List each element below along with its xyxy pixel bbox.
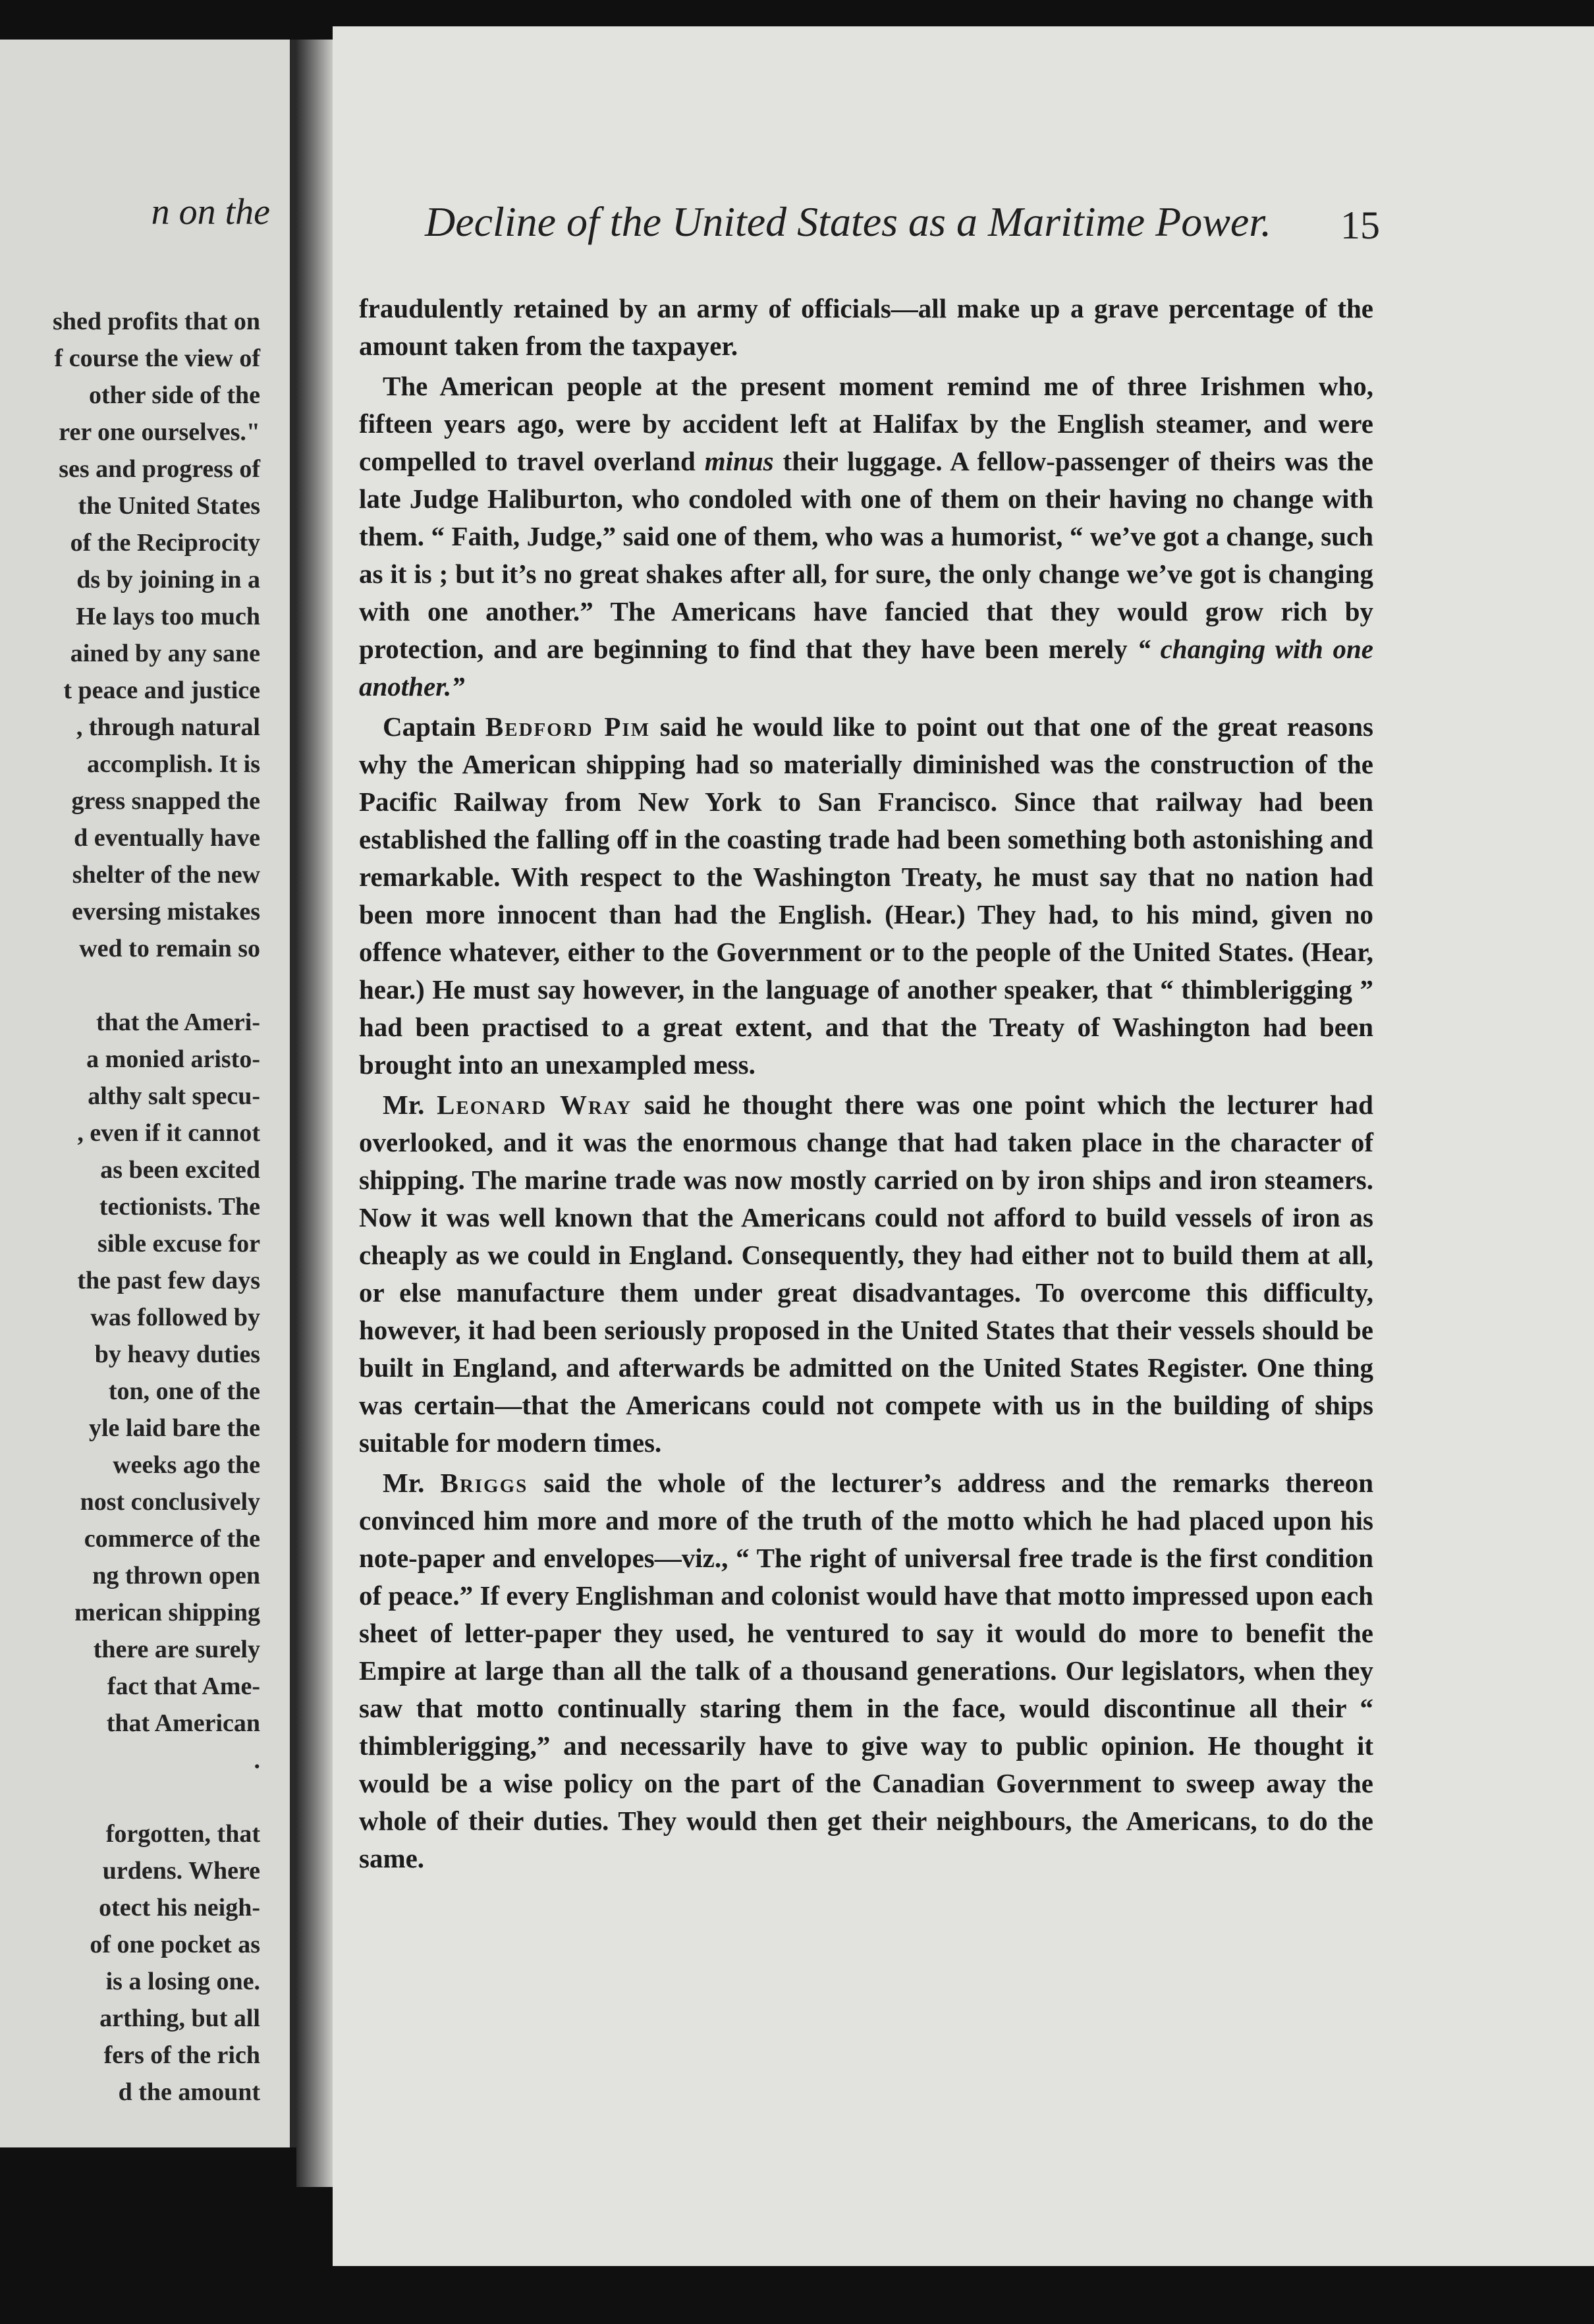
left-page-line: of one pocket as xyxy=(90,1931,260,1958)
left-page-line: eversing mistakes xyxy=(71,898,260,926)
left-page-line: shed profits that on xyxy=(53,308,260,335)
speaker-name: Briggs xyxy=(440,1468,528,1498)
left-page-line: fers of the rich xyxy=(103,2041,260,2069)
left-page-line xyxy=(53,967,260,1004)
left-page-line: wed to remain so xyxy=(79,935,260,962)
left-page-line: otect his neigh- xyxy=(99,1894,260,1922)
left-page-line: by heavy duties xyxy=(94,1341,260,1368)
page-number: 15 xyxy=(1340,204,1380,247)
left-page-line: arthing, but all xyxy=(99,2005,260,2032)
paragraph-1: fraudulently retained by an army of officials—all make up a grave percentage of the amount taken from the taxpayer. xyxy=(359,293,1373,361)
left-page-line: ses and progress of xyxy=(59,455,260,483)
left-page-line: gress snapped the xyxy=(71,787,260,815)
left-page-line: yle laid bare the xyxy=(88,1414,260,1442)
left-page-line: f course the view of xyxy=(54,345,260,372)
left-page-line: of the Reciprocity xyxy=(70,529,260,557)
left-page-line: there are surely xyxy=(93,1636,260,1663)
left-page-line: merican shipping xyxy=(74,1599,260,1626)
left-page-line: weeks ago the xyxy=(113,1451,260,1479)
body-text xyxy=(359,290,1373,1877)
paragraph-4: Mr. Leonard Wray said he thought there was one point which the lecturer had overlooked, and it was the enormous change that had taken place in the character of shipping. The marine trade was now mostly carried on by iron ships and iron steamers. Now it was well known that the Americans could not afford to build vessels of iron as cheaply as we could in England. Consequently, they had either not to build them at all, or else manufacture them under great disadvantages. To overcome this difficulty, however, it had been seriously proposed in the United States that their vessels should be built in England, and afterwards be admitted on the United States Register. One thing was certain—that the Americans could not compete with us in the building of ships suitable for modern times. xyxy=(359,1090,1373,1458)
left-page-line: , even if it cannot xyxy=(77,1119,260,1147)
left-page-line: , through natural xyxy=(76,713,260,741)
left-page-line: d the amount xyxy=(118,2078,260,2106)
speaker-name: Bedford Pim xyxy=(485,711,651,742)
book-gutter xyxy=(296,40,333,2187)
left-page-header: n on the xyxy=(151,192,270,233)
left-page-line: ained by any sane xyxy=(70,640,260,667)
left-page-line: the past few days xyxy=(77,1267,260,1294)
running-header: Decline of the United States as a Maritime Power. xyxy=(425,198,1272,245)
left-page-line: as been excited xyxy=(100,1156,260,1184)
left-page-line: is a losing one. xyxy=(105,1968,260,1995)
paragraph-5: Mr. Briggs said the whole of the lecturer’s address and the remarks thereon convinced him more and more of the truth of the motto which he had placed upon his note-paper and envelopes—viz., “ The right of universal free trade is the first condition of peace.” If every Englishman and colonist would have that motto impressed upon each sheet of letter-paper they used, he ventured to say it would do more to benefit the Empire at large than all the talk of a thousand generations. Our legislators, when they saw that motto continually staring them in the face, would discontinue all their “ thimblerigging,” and necessarily have to give way to public opinion. He thought it would be a wise policy on the part of the Canadian Government to sweep away the whole of their duties. They would then get their neighbours, the Americans, to do the same. xyxy=(359,1468,1373,1873)
left-page-line: ng thrown open xyxy=(92,1562,260,1590)
left-page-line: other side of the xyxy=(89,381,260,409)
left-page-text xyxy=(53,303,260,2111)
right-page xyxy=(333,26,1594,2266)
left-page-fragment xyxy=(0,40,296,2147)
left-page-line: was followed by xyxy=(90,1304,260,1331)
left-page-line: shelter of the new xyxy=(72,861,260,889)
left-page-line: a monied aristo- xyxy=(86,1045,260,1073)
left-page-line: forgotten, that xyxy=(105,1820,260,1848)
left-page-line: tectionists. The xyxy=(99,1193,260,1221)
left-page-line: d eventually have xyxy=(74,824,260,852)
left-page-line: ton, one of the xyxy=(108,1377,260,1405)
left-page-line: commerce of the xyxy=(84,1525,260,1553)
left-page-line: . xyxy=(254,1746,260,1774)
left-page-line: althy salt specu- xyxy=(88,1082,260,1110)
left-page-line: fact that Ame- xyxy=(107,1673,260,1700)
left-page-line: sible excuse for xyxy=(97,1230,260,1258)
paragraph-3: Captain Bedford Pim said he would like to point out that one of the great reasons why the American shipping had so materially diminished was the construction of the Pacific Railway from New York to San Francisco. Since that railway had been established the falling off in the coasting trade had been something both astonishing and remarkable. With respect to the Washington Treaty, he must say that no nation had been more innocent than had the English. (Hear.) They had, to his mind, given no offence whatever, either to the Government or to the people of the United States. (Hear, hear.) He must say however, in the language of another speaker, that “ thimblerigging ” had been practised to a great extent, and that the Treaty of Washington had been brought into an unexampled mess. xyxy=(359,711,1373,1080)
left-page-line: that the Ameri- xyxy=(96,1009,260,1036)
left-page-line: accomplish. It is xyxy=(87,750,260,778)
paragraph-2: The American people at the present moment remind me of three Irishmen who, fifteen years ago, were by accident left at Halifax by the English steamer, and were compelled to travel overland minus their luggage. A fellow-passenger of theirs was the late Judge Haliburton, who condoled with one of them on their having no change with them. “ Faith, Judge,” said one of them, who was a humorist, “ we’ve got a change, such as it is ; but it’s no great shakes after all, for sure, the only change we’ve got is changing with one another.” The Americans have fancied that they would grow rich by protection, and are beginning to find that they have been merely “ changing with one another.” xyxy=(359,371,1373,702)
left-page-line: nost conclusively xyxy=(80,1488,260,1516)
left-page-line: ds by joining in a xyxy=(76,566,260,594)
left-page-line: urdens. Where xyxy=(102,1857,260,1885)
left-page-line: rer one ourselves." xyxy=(59,418,260,446)
left-page-line: He lays too much xyxy=(76,603,260,630)
left-page-line xyxy=(53,1779,260,1815)
left-page-line: that American xyxy=(106,1709,260,1737)
left-page-line: the United States xyxy=(78,492,260,520)
left-page-line: t peace and justice xyxy=(63,677,260,704)
speaker-name: Leonard Wray xyxy=(437,1090,632,1120)
